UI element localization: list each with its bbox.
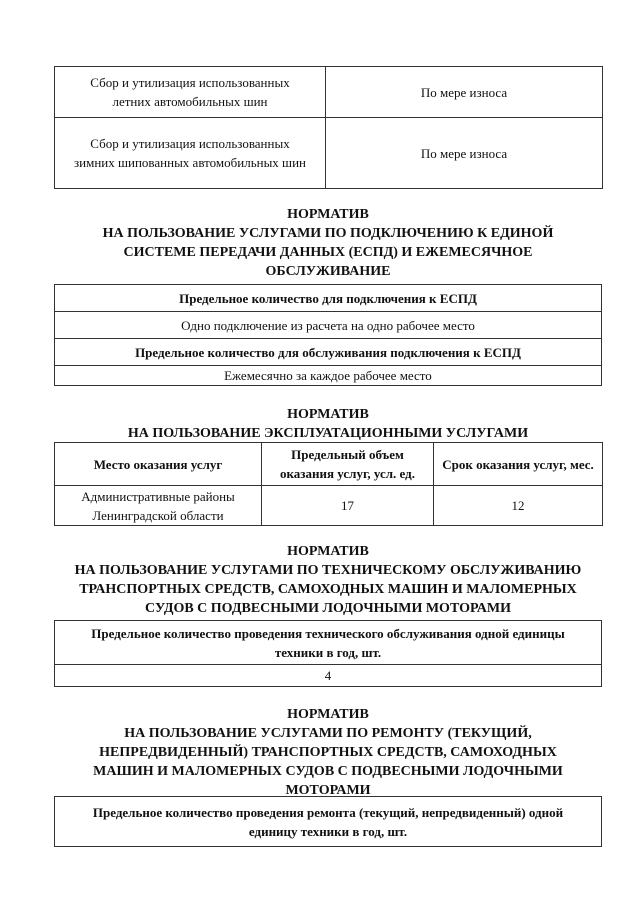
heading-line: НА ПОЛЬЗОВАНИЕ УСЛУГАМИ ПО РЕМОНТУ (ТЕКУЩИЙ,	[124, 726, 532, 741]
heading-line: НОРМАТИВ	[287, 207, 369, 222]
table-row	[55, 366, 602, 386]
table-row	[55, 312, 602, 339]
heading-line: НА ПОЛЬЗОВАНИЕ УСЛУГАМИ ПО ТЕХНИЧЕСКОМУ ОБСЛУЖИВАНИЮ	[74, 563, 582, 578]
maintenance-header: Предельное количество проведения технического обслуживания одной единицы техники в год, шт.	[55, 621, 602, 665]
maintenance-heading	[40, 542, 616, 618]
espd-service-value: Ежемесячно за каждое рабочее место	[55, 366, 602, 386]
heading-line: НА ПОЛЬЗОВАНИЕ УСЛУГАМИ ПО ПОДКЛЮЧЕНИЮ К ЕДИНОЙ	[102, 226, 554, 241]
period-cell: По мере износа	[326, 118, 603, 189]
heading-line: НОРМАТИВ	[287, 544, 369, 559]
heading-line: ТРАНСПОРТНЫХ СРЕДСТВ, САМОХОДНЫХ МАШИН И МАЛОМЕРНЫХ	[79, 582, 577, 597]
maintenance-table	[54, 620, 602, 687]
table-row	[55, 118, 603, 189]
table-row	[55, 67, 603, 118]
exploitation-heading	[40, 405, 616, 443]
maintenance-value: 4	[55, 665, 602, 687]
tire-disposal-table	[54, 66, 603, 189]
table-row	[55, 339, 602, 366]
heading-line: НОРМАТИВ	[287, 407, 369, 422]
period-cell: По мере износа	[326, 67, 603, 118]
heading-line: НЕПРЕДВИДЕННЫЙ) ТРАНСПОРТНЫХ СРЕДСТВ, САМОХОДНЫХ	[99, 745, 557, 760]
volume-cell: 17	[262, 486, 434, 526]
service-cell: Сбор и утилизация использованных зимних шипованных автомобильных шин	[55, 118, 326, 189]
heading-line: СУДОВ С ПОДВЕСНЫМИ ЛОДОЧНЫМИ МОТОРАМИ	[145, 601, 511, 616]
term-header: Срок оказания услуг, мес.	[434, 443, 603, 486]
heading-line: СИСТЕМЕ ПЕРЕДАЧИ ДАННЫХ (ЕСПД) И ЕЖЕМЕСЯЧНОЕ	[123, 245, 533, 260]
espd-connect-header: Предельное количество для подключения к ЕСПД	[55, 285, 602, 312]
volume-header: Предельный объем оказания услуг, усл. ед.	[262, 443, 434, 486]
table-row	[55, 621, 602, 665]
table-row	[55, 443, 603, 486]
espd-connect-value: Одно подключение из расчета на одно рабочее место	[55, 312, 602, 339]
exploitation-table	[54, 442, 603, 526]
espd-service-header: Предельное количество для обслуживания подключения к ЕСПД	[55, 339, 602, 366]
repair-heading	[40, 705, 616, 800]
repair-table	[54, 796, 602, 847]
heading-line: МАШИН И МАЛОМЕРНЫХ СУДОВ С ПОДВЕСНЫМИ ЛОДОЧНЫМИ	[93, 764, 563, 779]
table-row	[55, 797, 602, 847]
place-header: Место оказания услуг	[55, 443, 262, 486]
heading-line: НА ПОЛЬЗОВАНИЕ ЭКСПЛУАТАЦИОННЫМИ УСЛУГАМИ	[127, 426, 529, 441]
heading-line: НОРМАТИВ	[287, 707, 369, 722]
repair-header: Предельное количество проведения ремонта (текущий, непредвиденный) одной единицу техники в год, шт.	[55, 797, 602, 847]
heading-line: МОТОРАМИ	[285, 783, 371, 798]
heading-line: ОБСЛУЖИВАНИЕ	[265, 264, 391, 279]
term-cell: 12	[434, 486, 603, 526]
table-row	[55, 486, 603, 526]
place-cell: Административные районы Ленинградской области	[55, 486, 262, 526]
table-row	[55, 285, 602, 312]
espd-heading	[40, 205, 616, 281]
service-cell: Сбор и утилизация использованных летних автомобильных шин	[55, 67, 326, 118]
table-row	[55, 665, 602, 687]
espd-table	[54, 284, 602, 386]
